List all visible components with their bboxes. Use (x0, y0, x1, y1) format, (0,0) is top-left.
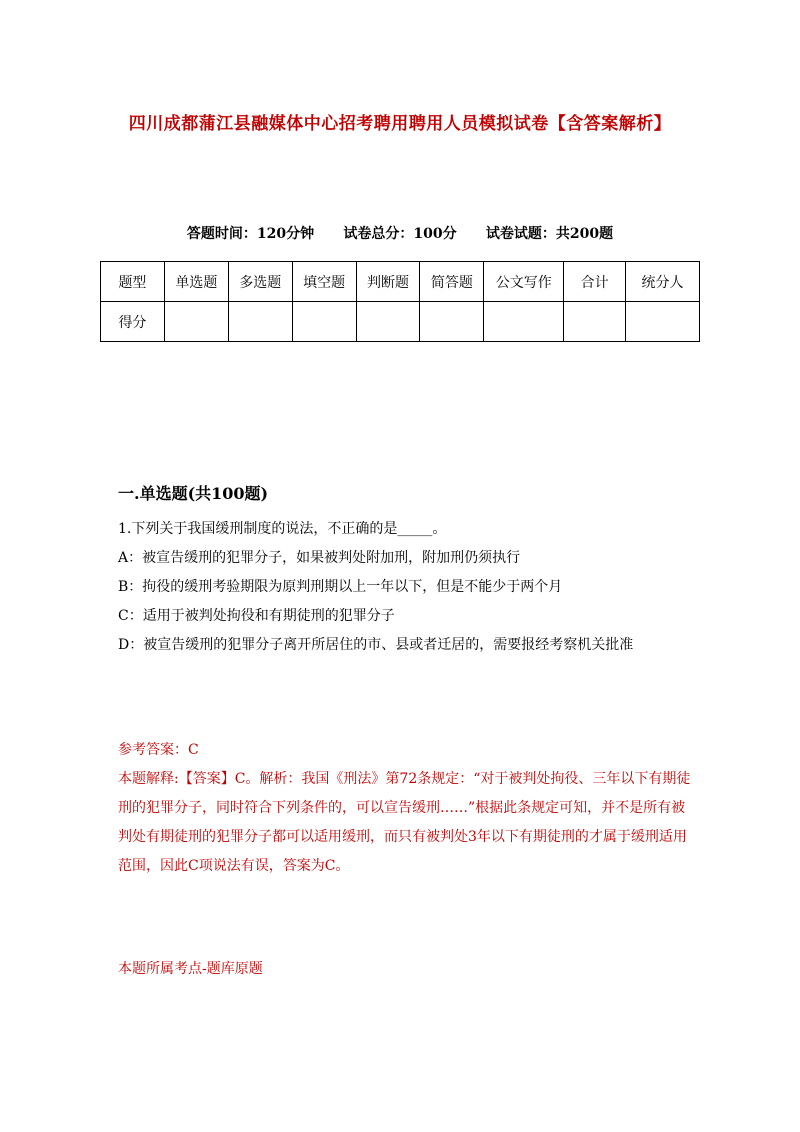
score-table-header: 多选题 (228, 262, 292, 302)
score-table-header: 公文写作 (484, 262, 564, 302)
option-d: D：被宣告缓刑的犯罪分子离开所居住的市、县或者迁居的，需要报经考察机关批准 (118, 637, 634, 653)
exam-total-score: 试卷总分：100分 (343, 226, 457, 242)
score-cell (626, 302, 700, 342)
score-cell (228, 302, 292, 342)
question-stem: 1.下列关于我国缓刑制度的说法，不正确的是_____。 (118, 521, 447, 537)
score-cell (292, 302, 356, 342)
score-table-header: 合计 (564, 262, 626, 302)
reference-answer: 参考答案：C (118, 742, 199, 758)
option-a: A：被宣告缓刑的犯罪分子，如果被判处附加刑，附加刑仍须执行 (118, 550, 521, 566)
score-table-header-row (101, 262, 700, 302)
answer-explanation: 本题解释:【答案】C。解析：我国《刑法》第72条规定：“对于被判处拘役、三年以下有期徒刑的犯罪分子，同时符合下列条件的，可以宣告缓刑……”根据此条规定可知，并不是所有被判处有期徒刑的犯罪分子都可以适用缓刑，而只有被判处3年以下有期徒刑的才属于缓刑适用范围，因此C项说法有误，答案为C。 (118, 771, 691, 874)
option-b: B：拘役的缓刑考验期限为原判刑期以上一年以下，但是不能少于两个月 (118, 579, 563, 595)
score-cell (564, 302, 626, 342)
question-block (118, 515, 693, 660)
score-cell (164, 302, 228, 342)
score-cell (484, 302, 564, 342)
section-heading: 一.单选题(共100题) (118, 484, 269, 503)
score-table (100, 261, 700, 342)
page-title: 四川成都蒲江县融媒体中心招考聘用聘用人员模拟试卷【含答案解析】 (128, 114, 672, 134)
score-table-header: 统分人 (626, 262, 700, 302)
score-table-header: 单选题 (164, 262, 228, 302)
score-table-header: 判断题 (356, 262, 420, 302)
score-table-header: 填空题 (292, 262, 356, 302)
exam-time: 答题时间：120分钟 (186, 226, 315, 242)
score-table-header: 题型 (101, 262, 165, 302)
exam-meta (100, 223, 700, 243)
score-table-row (101, 302, 700, 342)
score-row-label: 得分 (101, 302, 165, 342)
exam-question-count: 试卷试题：共200题 (485, 226, 614, 242)
option-c: C：适用于被判处拘役和有期徒刑的犯罪分子 (118, 608, 395, 624)
score-table-header: 简答题 (420, 262, 484, 302)
answer-block (118, 736, 693, 881)
knowledge-point: 本题所属考点-题库原题 (118, 961, 263, 977)
score-cell (356, 302, 420, 342)
score-cell (420, 302, 484, 342)
